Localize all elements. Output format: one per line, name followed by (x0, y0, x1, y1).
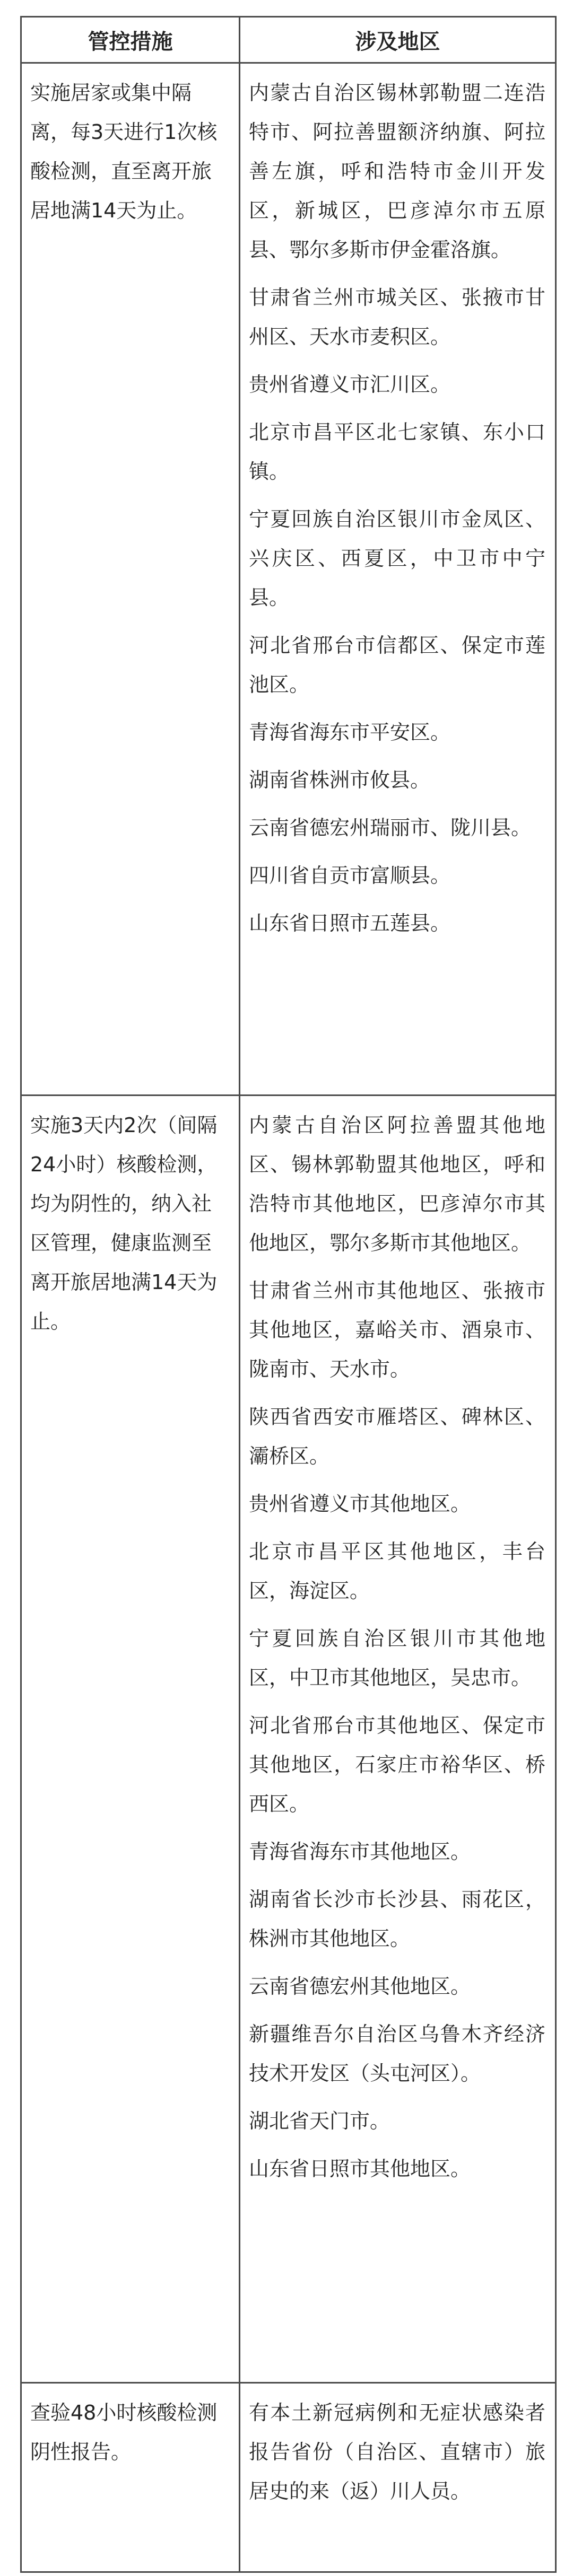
header-control-measures: 管控措施 (21, 17, 240, 63)
region-entry: 云南省德宏州其他地区。 (249, 1975, 471, 1998)
header-involved-regions: 涉及地区 (240, 17, 556, 63)
region-entry: 甘肃省兰州市城关区、张掖市甘州区、天水市麦积区。 (249, 286, 545, 348)
region-entry: 山东省日照市五莲县。 (249, 912, 451, 935)
table-header-row (21, 17, 556, 63)
region-entry: 北京市昌平区北七家镇、东小口镇。 (249, 420, 545, 483)
measure-cell: 实施3天内2次（间隔24小时）核酸检测，均为阴性的，纳入社区管理，健康监测至离开旅居地满14天为止。 (21, 1096, 240, 2383)
region-entry: 有本土新冠病例和无症状感染者报告省份（自治区、直辖市）旅居史的来（返）川人员。 (249, 2401, 545, 2503)
region-entry: 湖南省长沙市长沙县、雨花区，株洲市其他地区。 (249, 1888, 545, 1950)
region-entry: 甘肃省兰州市其他地区、张掖市其他地区，嘉峪关市、酒泉市、陇南市、天水市。 (249, 1279, 545, 1381)
regions-cell (240, 63, 556, 1096)
control-measures-table-wrapper (20, 16, 555, 2573)
region-entry: 宁夏回族自治区银川市其他地区，中卫市其他地区，吴忠市。 (249, 1627, 545, 1689)
region-entry: 山东省日照市其他地区。 (249, 2157, 471, 2180)
region-entry: 青海省海东市平安区。 (249, 721, 451, 744)
regions-cell (240, 2383, 556, 2572)
region-entry: 内蒙古自治区锡林郭勒盟二连浩特市、阿拉善盟额济纳旗、阿拉善左旗，呼和浩特市金川开发区，新城区，巴彦淖尔市五原县、鄂尔多斯市伊金霍洛旗。 (249, 81, 545, 261)
region-entry: 北京市昌平区其他地区，丰台区，海淀区。 (249, 1540, 545, 1602)
region-entry: 河北省邢台市信都区、保定市莲池区。 (249, 634, 545, 696)
region-entry: 内蒙古自治区阿拉善盟其他地区、锡林郭勒盟其他地区，呼和浩特市其他地区，巴彦淖尔市其他地区，鄂尔多斯市其他地区。 (249, 1114, 545, 1255)
table-row (21, 2383, 556, 2572)
region-entry: 青海省海东市其他地区。 (249, 1840, 471, 1863)
region-entry: 云南省德宏州瑞丽市、陇川县。 (249, 816, 532, 839)
region-entry: 陕西省西安市雁塔区、碑林区、灞桥区。 (249, 1405, 545, 1468)
region-entry: 新疆维吾尔自治区乌鲁木齐经济技术开发区（头屯河区）。 (249, 2022, 545, 2085)
region-entry: 宁夏回族自治区银川市金凤区、兴庆区、西夏区，中卫市中宁县。 (249, 507, 545, 609)
table-row (21, 1096, 556, 2383)
region-entry: 湖北省天门市。 (249, 2109, 390, 2133)
regions-cell (240, 1096, 556, 2383)
region-entry: 四川省自贡市富顺县。 (249, 864, 451, 887)
table-row (21, 63, 556, 1096)
region-entry: 贵州省遵义市其他地区。 (249, 1492, 471, 1515)
measure-cell: 查验48小时核酸检测阴性报告。 (21, 2383, 240, 2572)
measure-cell: 实施居家或集中隔离，每3天进行1次核酸检测，直至离开旅居地满14天为止。 (21, 63, 240, 1096)
control-measures-table (20, 16, 557, 2573)
region-entry: 贵州省遵义市汇川区。 (249, 373, 451, 396)
region-entry: 河北省邢台市其他地区、保定市其他地区，石家庄市裕华区、桥西区。 (249, 1714, 545, 1816)
region-entry: 湖南省株洲市攸县。 (249, 768, 431, 792)
